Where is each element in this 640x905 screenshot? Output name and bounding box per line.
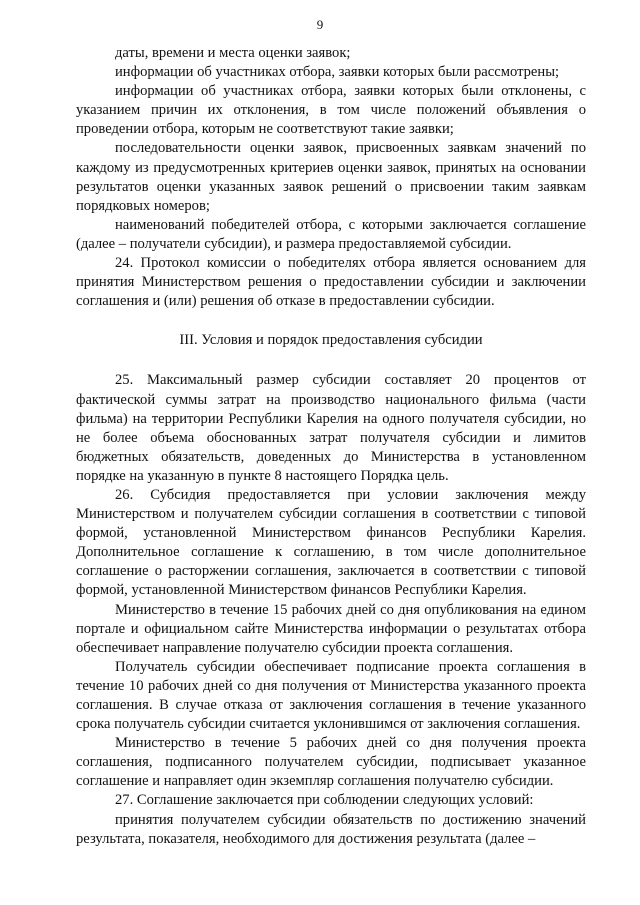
document-body [76, 44, 586, 849]
paragraph-26: 26. Субсидия предоставляется при условии заключения между Министерством и получателем субсидии соглашения в соответствии с типовой формой, установленной Министерством финансов Республики Карелия. Дополнительное соглашение к соглашению, в том числе дополнительное соглашение о расторжении соглашения, заключается в соответствии с типовой формой, установленной Министерством финансов Республики Карелия. [76, 486, 586, 599]
paragraph: наименований победителей отбора, с которыми заключается соглашение (далее – получатели субсидии), и размера предоставляемой субсидии. [76, 216, 586, 252]
paragraph: последовательности оценки заявок, присвоенных заявкам значений по каждому из предусмотренных критериев оценки заявок, принятых на основании результатов оценки указанных заявок решений о присвоении таким заявкам порядковых номеров; [76, 140, 586, 214]
paragraph: принятия получателем субсидии обязательств по достижению значений результата, показателя, необходимого для достижения результата (далее – [76, 811, 586, 847]
paragraph: даты, времени и места оценки заявок; [115, 45, 351, 61]
paragraph: Министерство в течение 5 рабочих дней со дня получения проекта соглашения, подписанного получателем субсидии, подписывает указанное соглашение и направляет один экземпляр соглашения получателю субсидии. [76, 735, 586, 790]
paragraph: Получатель субсидии обеспечивает подписание проекта соглашения в течение 10 рабочих дней со дня получения от Министерства указанного проекта соглашения. В случае отказа от заключения соглашения в течение указанного срока получатель субсидии считается уклонившимся от заключения соглашения. [76, 658, 586, 733]
paragraph: Министерство в течение 15 рабочих дней со дня опубликования на едином портале и официальном сайте Министерства информации о результатах отбора обеспечивает направление получателю субсидии проекта соглашения. [76, 601, 586, 656]
paragraph-25: 25. Максимальный размер субсидии составляет 20 процентов от фактической суммы затрат на производство национального фильма (части фильма) на территории Республики Карелия на одного получателя субсидии, но не более объема обоснованных затрат получателя субсидии и лимитов бюджетных обязательств, доведенных до Министерства в установленном порядке на указанную в пункте 8 настоящего Порядка цель. [76, 372, 586, 484]
paragraph: информации об участниках отбора, заявки которых были отклонены, с указанием причин их отклонения, в том числе положений объявления о проведении отбора, которым не соответствуют такие заявки; [76, 83, 586, 138]
paragraph: информации об участниках отбора, заявки которых были рассмотрены; [115, 64, 560, 81]
section-heading: III. Условия и порядок предоставления субсидии [179, 332, 483, 349]
paragraph-27: 27. Соглашение заключается при соблюдении следующих условий: [115, 792, 534, 809]
page-number: 9 [316, 17, 324, 32]
paragraph-24: 24. Протокол комиссии о победителях отбора является основанием для принятия Министерством решения о предоставлении субсидии и заключении соглашения и (или) решения об отказе в предоставлении субсидии. [76, 255, 586, 310]
